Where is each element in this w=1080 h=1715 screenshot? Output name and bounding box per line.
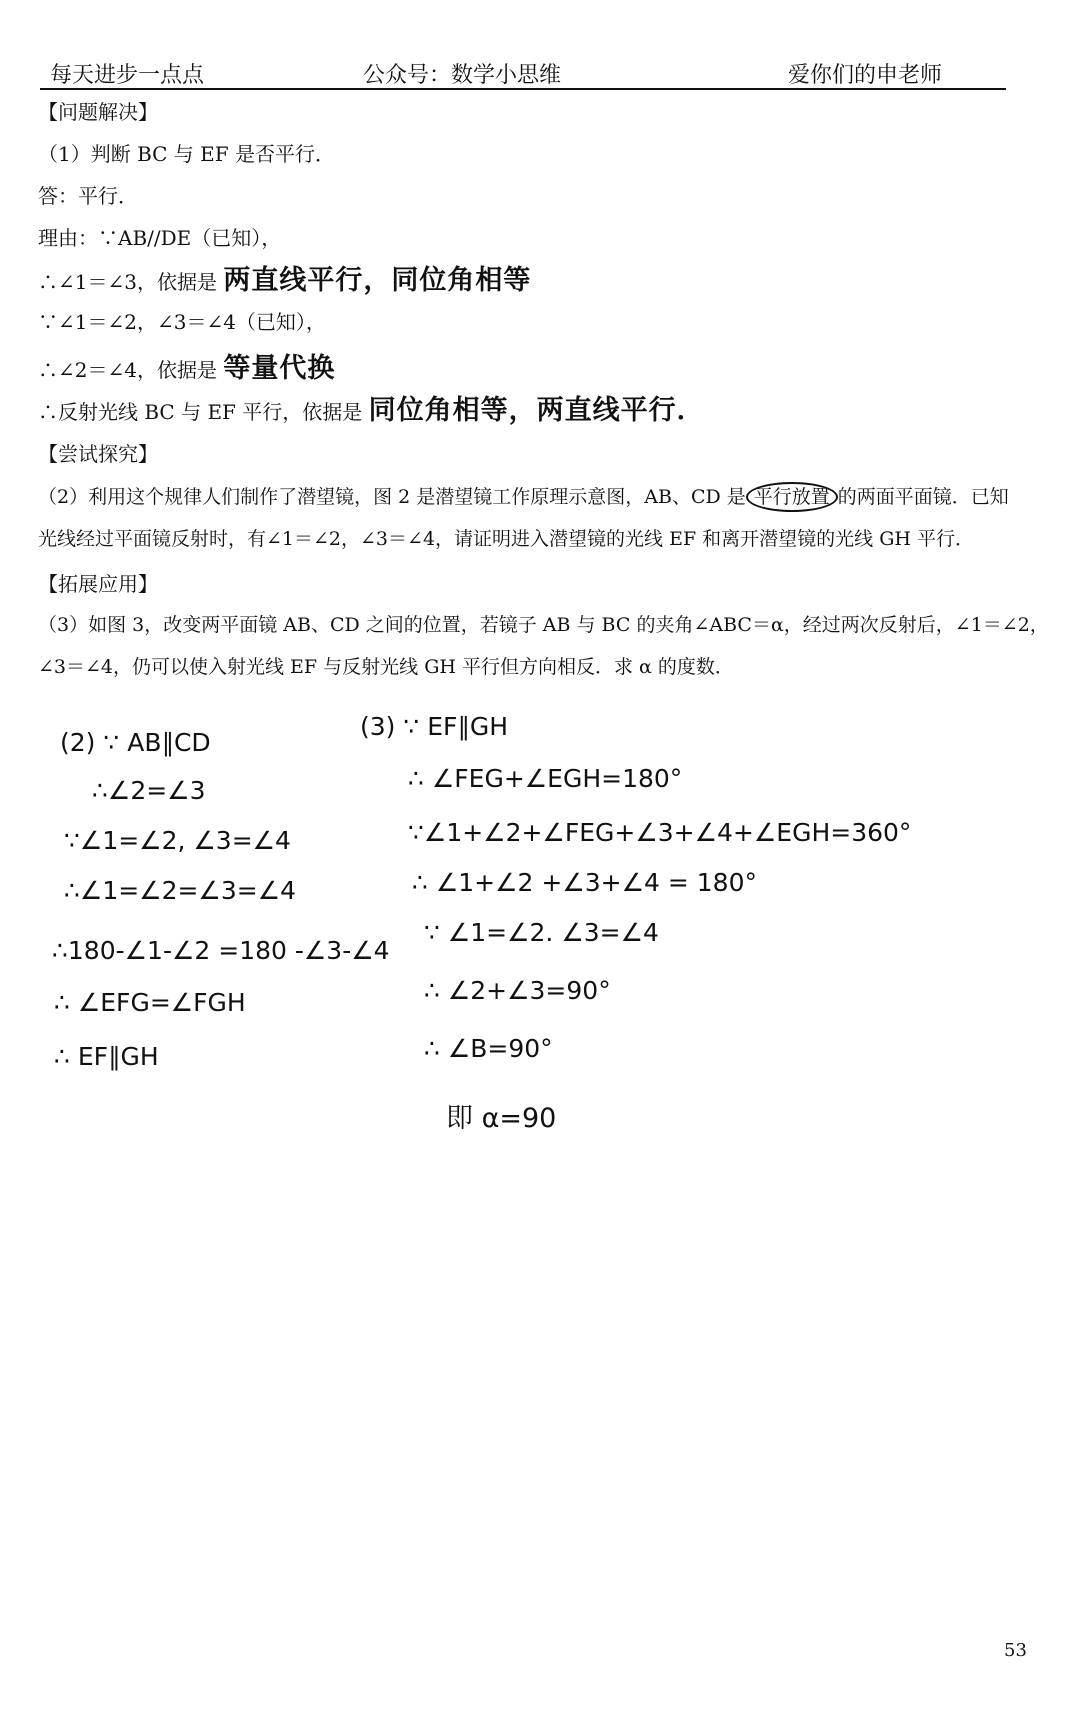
- page-number: 53: [1004, 1640, 1027, 1661]
- hw-left-line-2: ∴∠2=∠3: [92, 776, 206, 805]
- reason-line-2: ∵∠1＝∠2，∠3＝∠4（已知），: [38, 310, 326, 334]
- hw-left-line-4: ∴∠1=∠2=∠3=∠4: [64, 876, 297, 905]
- hw-right-line-2: ∴ ∠FEG+∠EGH=180°: [408, 764, 683, 793]
- hw-right-line-1: (3) ∵ EF∥GH: [360, 712, 509, 741]
- reason-given: 理由：∵AB//DE（已知），: [38, 226, 282, 250]
- hw-right-line-3: ∵∠1+∠2+∠FEG+∠3+∠4+∠EGH=360°: [408, 818, 912, 847]
- hw-right-line-5: ∵ ∠1=∠2. ∠3=∠4: [424, 918, 659, 947]
- header-author: 爱你们的申老师: [787, 63, 942, 88]
- question-2-text-a: （2）利用这个规律人们制作了潜望镜，图 2 是潜望镜工作原理示意图，AB、CD 是: [38, 486, 746, 508]
- hw-right-line-6: ∴ ∠2+∠3=90°: [424, 976, 611, 1005]
- question-3-line-2: ∠3＝∠4，仍可以使入射光线 EF 与反射光线 GH 平行但方向相反．求 α 的度数．: [38, 656, 734, 678]
- header-account: 公众号：数学小思维: [363, 63, 562, 88]
- reason-line-4-text: ∴反射光线 BC 与 EF 平行，依据是: [38, 400, 363, 424]
- section-extended-application: 【拓展应用】: [38, 572, 158, 596]
- circled-phrase: 平行放置: [746, 482, 838, 512]
- hw-left-line-1: (2) ∵ AB∥CD: [60, 728, 211, 757]
- section-try-explore: 【尝试探究】: [38, 442, 158, 466]
- reason-line-1: [38, 258, 531, 297]
- hw-right-line-7: ∴ ∠B=90°: [424, 1034, 553, 1063]
- reason-line-3: [38, 346, 335, 385]
- question-2-line-1: [38, 482, 1009, 509]
- page-header: [50, 58, 1010, 92]
- question-2-text-b: 的两面平面镜．已知: [837, 486, 1009, 508]
- hw-left-line-7: ∴ EF∥GH: [54, 1042, 159, 1071]
- question-3-line-1: （3）如图 3，改变两平面镜 AB、CD 之间的位置，若镜子 AB 与 BC 的夹角∠ABC＝α，经过两次反射后，∠1＝∠2，: [38, 614, 1049, 636]
- handwritten-answer-1: 两直线平行，同位角相等: [223, 265, 532, 296]
- handwritten-answer-2: 等量代换: [223, 353, 336, 384]
- header-motto: 每天进步一点点: [50, 63, 205, 88]
- question-1: （1）判断 BC 与 EF 是否平行．: [38, 142, 336, 166]
- reason-line-1-text: ∴∠1＝∠3，依据是: [38, 270, 217, 294]
- reason-line-3-text: ∴∠2＝∠4，依据是: [38, 358, 217, 382]
- hw-right-line-4: ∴ ∠1+∠2 +∠3+∠4 = 180°: [412, 868, 757, 897]
- reason-line-4: [38, 388, 705, 427]
- hw-left-line-6: ∴ ∠EFG=∠FGH: [54, 988, 246, 1017]
- question-2-line-2: 光线经过平面镜反射时，有∠1＝∠2，∠3＝∠4，请证明进入潜望镜的光线 EF 和离开潜望镜的光线 GH 平行．: [38, 528, 974, 550]
- hw-left-line-5: ∴180-∠1-∠2 =180 -∠3-∠4: [52, 936, 390, 965]
- answer-parallel: 答：平行．: [38, 184, 138, 208]
- header-rule: [40, 88, 1006, 90]
- hw-left-line-3: ∵∠1=∠2, ∠3=∠4: [64, 826, 291, 855]
- hw-right-line-8: 即 α=90: [446, 1103, 557, 1134]
- section-problem-solving: 【问题解决】: [38, 100, 158, 124]
- handwritten-answer-3: 同位角相等，两直线平行．: [368, 395, 705, 426]
